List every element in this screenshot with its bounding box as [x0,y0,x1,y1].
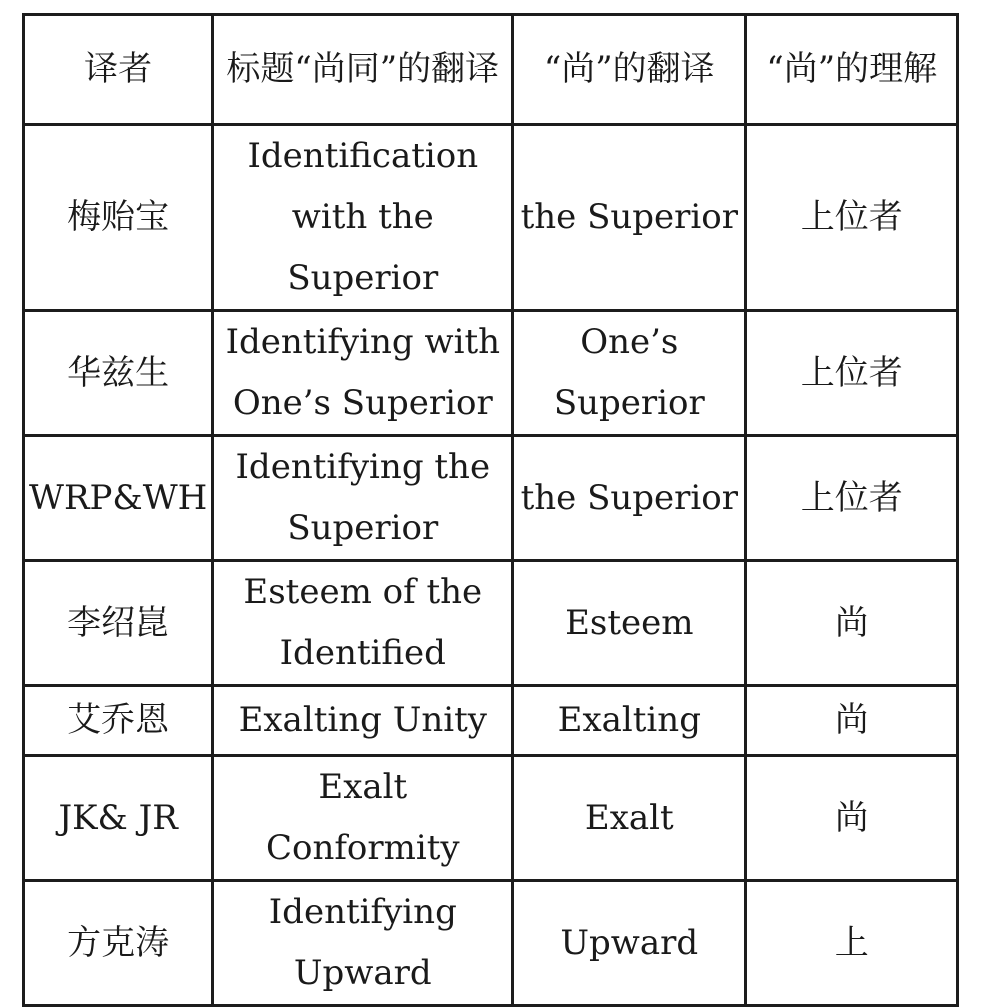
table-row [24,125,958,311]
shang-translation-cell: Exalting [513,686,746,756]
shang-translation-cell: Esteem [513,561,746,686]
title-translation-cell: Exalt Conformity [213,756,513,881]
translation-table [22,13,959,1007]
shang-translation-cell: Exalt [513,756,746,881]
table-row [24,436,958,561]
header-cell-translator: 译者 [24,15,213,125]
translator-cell: 艾乔恩 [24,686,213,756]
translator-cell: JK& JR [24,756,213,881]
shang-understanding-cell: 上 [746,881,958,1006]
header-cell-shang-understanding: “尚”的理解 [746,15,958,125]
shang-understanding-cell: 尚 [746,756,958,881]
title-translation-cell: Identification with the Superior [213,125,513,311]
translator-cell: 华兹生 [24,311,213,436]
header-cell-shang-translation: “尚”的翻译 [513,15,746,125]
shang-understanding-cell: 尚 [746,686,958,756]
shang-translation-cell: Upward [513,881,746,1006]
table-row [24,881,958,1006]
title-translation-cell: Identifying Upward [213,881,513,1006]
header-cell-title-translation: 标题“尚同”的翻译 [213,15,513,125]
table-row [24,311,958,436]
table-row [24,561,958,686]
table-header-row [24,15,958,125]
shang-understanding-cell: 上位者 [746,436,958,561]
title-translation-cell: Exalting Unity [213,686,513,756]
shang-translation-cell: the Superior [513,125,746,311]
table-row [24,686,958,756]
shang-understanding-cell: 上位者 [746,311,958,436]
translator-cell: WRP&WH [24,436,213,561]
shang-translation-cell: the Superior [513,436,746,561]
title-translation-cell: Identifying the Superior [213,436,513,561]
table-row [24,756,958,881]
translator-cell: 梅贻宝 [24,125,213,311]
shang-translation-cell: One’s Superior [513,311,746,436]
title-translation-cell: Esteem of the Identified [213,561,513,686]
title-translation-cell: Identifying with One’s Superior [213,311,513,436]
shang-understanding-cell: 上位者 [746,125,958,311]
translator-cell: 方克涛 [24,881,213,1006]
shang-understanding-cell: 尚 [746,561,958,686]
translator-cell: 李绍崑 [24,561,213,686]
